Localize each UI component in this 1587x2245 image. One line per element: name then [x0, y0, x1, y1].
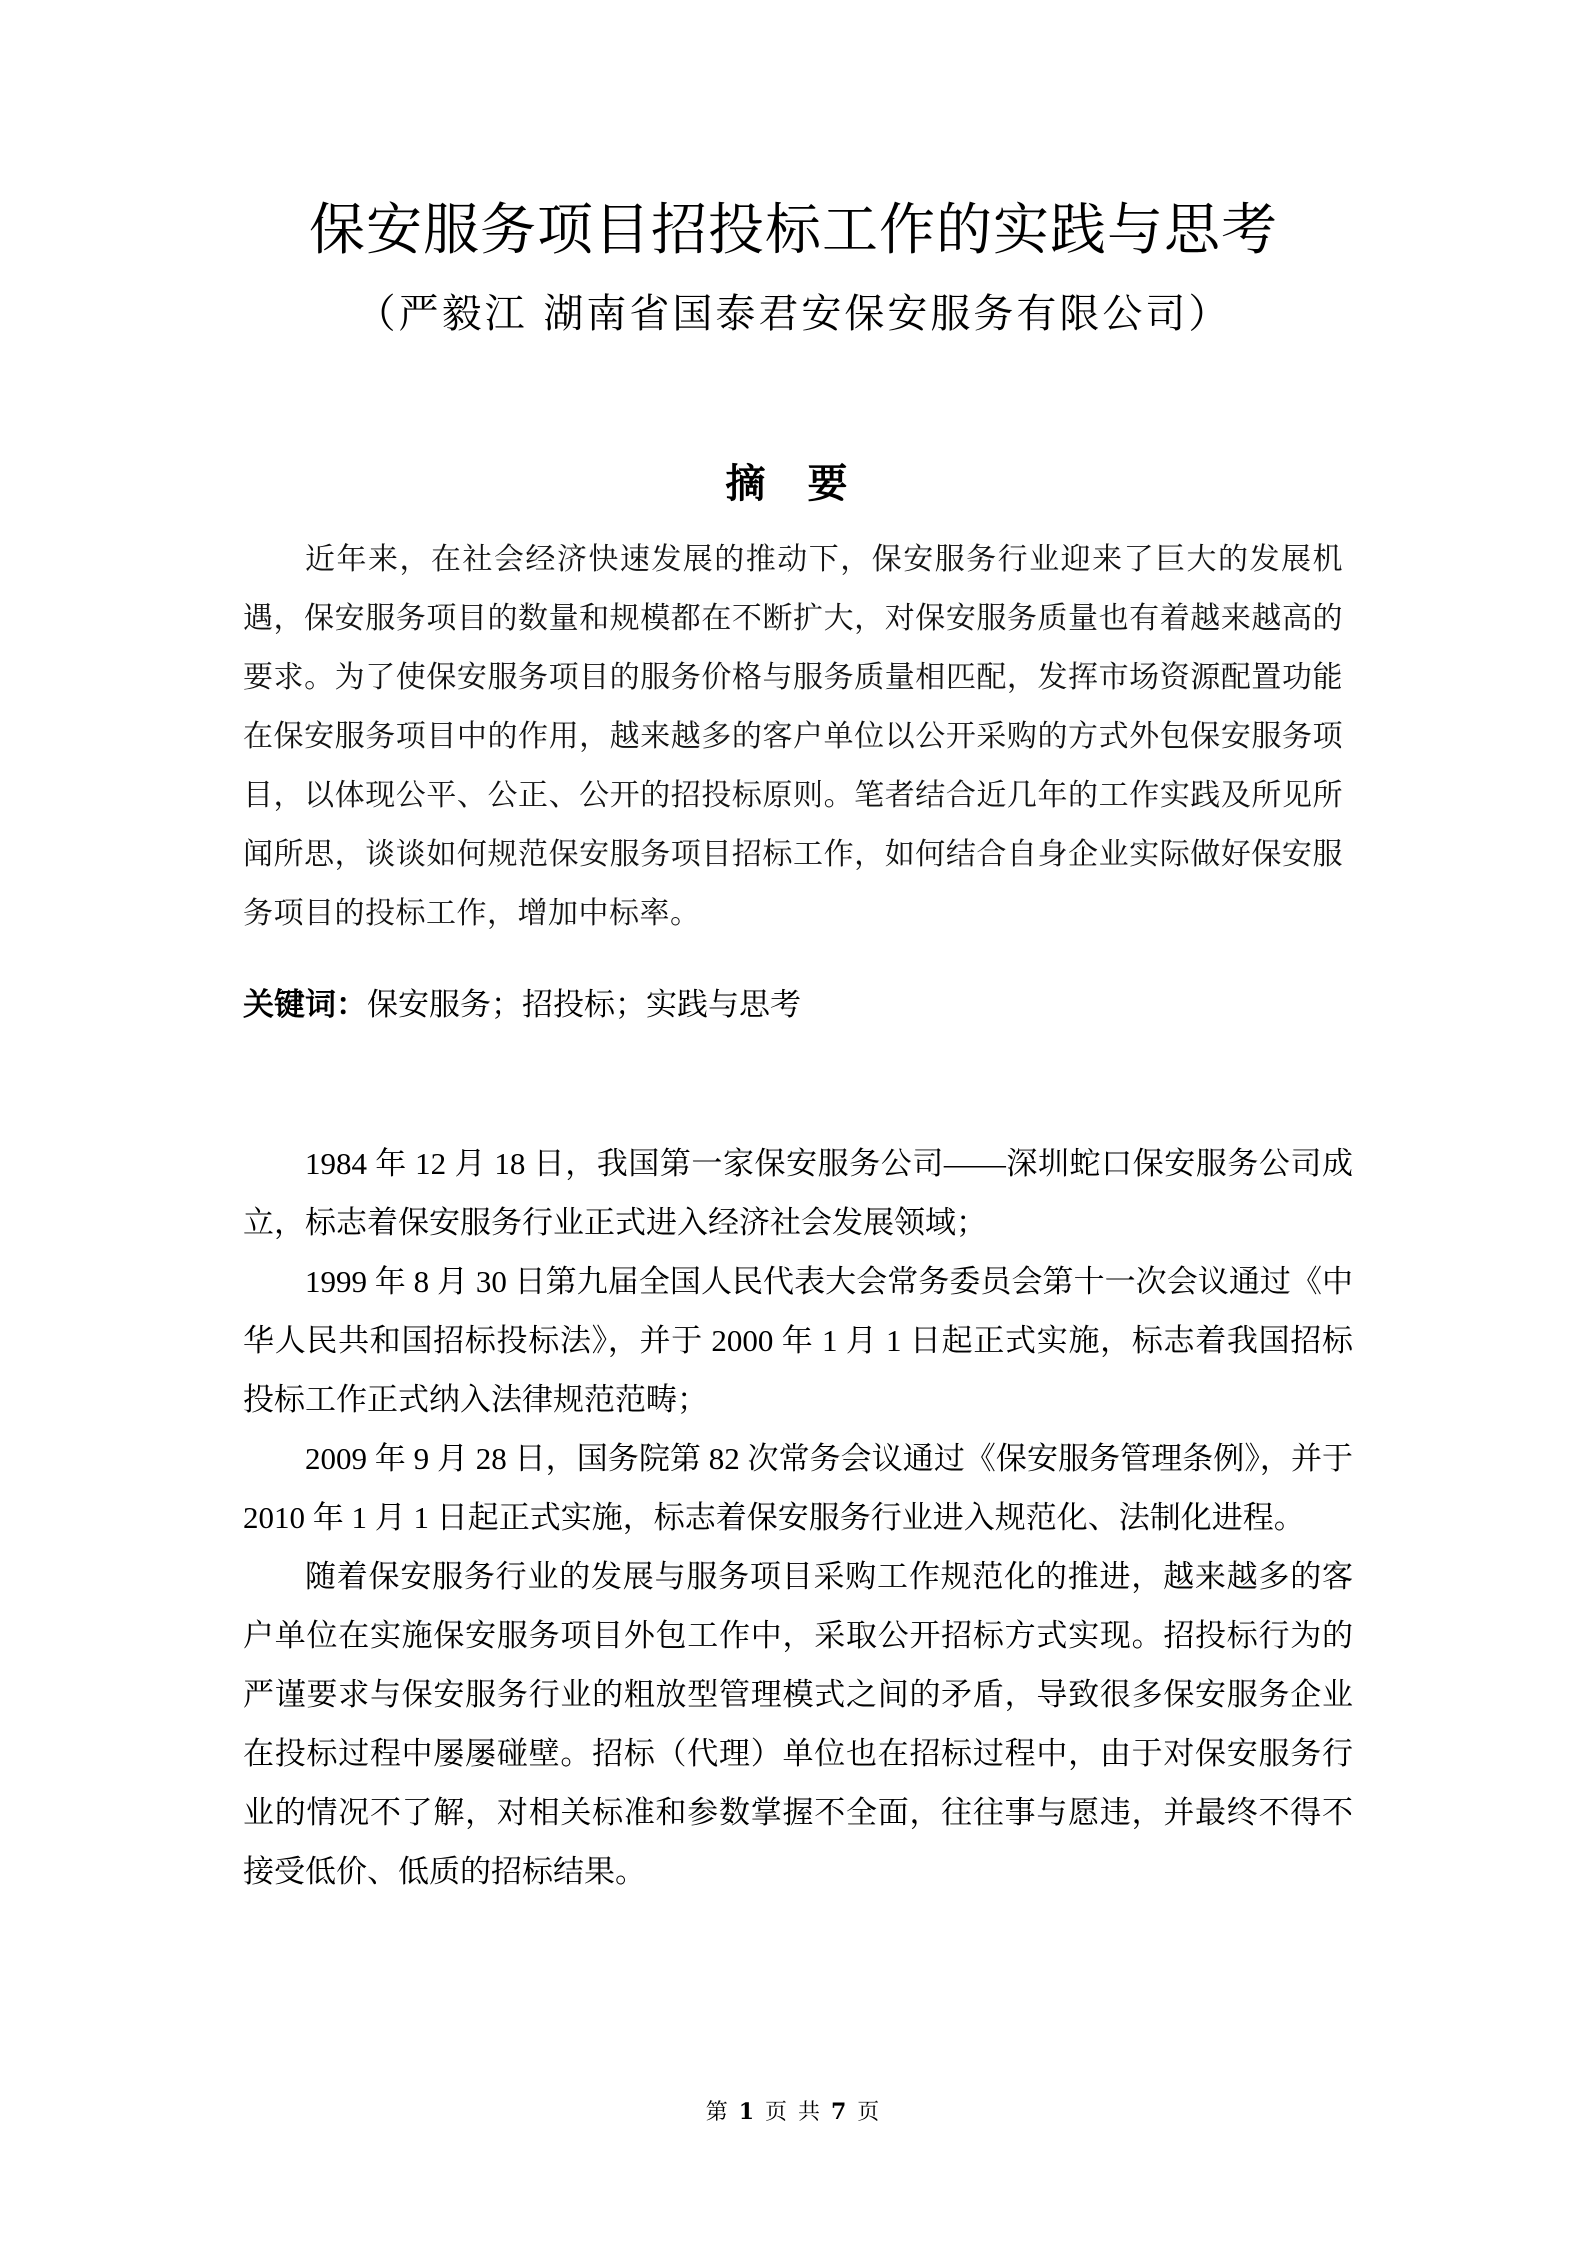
keywords-text: 保安服务；招投标；实践与思考	[367, 987, 801, 1023]
page-footer	[0, 2095, 1587, 2126]
current-page-number: 1	[738, 2099, 756, 2125]
footer-suffix: 页	[848, 2100, 882, 2125]
abstract-heading: 摘 要	[725, 461, 862, 507]
body-text	[243, 1134, 1353, 1901]
body-paragraph: 1984 年 12 月 18 日，我国第一家保安服务公司——深圳蛇口保安服务公司成立，标志着保安服务行业正式进入经济社会发展领域；	[243, 1146, 1353, 1240]
footer-prefix: 第	[705, 2100, 739, 2125]
footer-middle: 页 共	[756, 2100, 831, 2125]
keywords-label: 关键词：	[243, 987, 367, 1023]
total-pages: 7	[830, 2099, 849, 2125]
body-paragraph: 随着保安服务行业的发展与服务项目采购工作规范化的推进，越来越多的客户单位在实施保安服务项目外包工作中，采取公开招标方式实现。招投标行为的严谨要求与保安服务行业的粗放型管理模式之间的矛盾，导致很多保安服务企业在投标过程中屡屡碰壁。招标（代理）单位也在招标过程中，由于对保安服务行业的情况不了解，对相关标准和参数掌握不全面，往往事与愿违，并最终不得不接受低价、低质的招标结果。	[243, 1559, 1353, 1889]
body-paragraph: 1999 年 8 月 30 日第九届全国人民代表大会常务委员会第十一次会议通过《中华人民共和国招标投标法》，并于 2000 年 1 月 1 日起正式实施，标志着我国招标投标工作正式纳入法律规范范畴；	[243, 1264, 1353, 1417]
abstract-text: 近年来，在社会经济快速发展的推动下，保安服务行业迎来了巨大的发展机遇，保安服务项目的数量和规模都在不断扩大，对保安服务质量也有着越来越高的要求。为了使保安服务项目的服务价格与服务质量相匹配，发挥市场资源配置功能在保安服务项目中的作用，越来越多的客户单位以公开采购的方式外包保安服务项目，以体现公平、公正、公开的招投标原则。笔者结合近几年的工作实践及所见所闻所思，谈谈如何规范保安服务项目招标工作，如何结合自身企业实际做好保安服务项目的投标工作，增加中标率。	[243, 542, 1343, 931]
author-affiliation: （严毅江 湖南省国泰君安保安服务有限公司）	[355, 291, 1232, 337]
document-title: 保安服务项目招投标工作的实践与思考	[309, 198, 1278, 263]
keywords-line	[243, 982, 1343, 1028]
body-paragraph: 2009 年 9 月 28 日，国务院第 82 次常务会议通过《保安服务管理条例》，并于 2010 年 1 月 1 日起正式实施，标志着保安服务行业进入规范化、法制化进程。	[243, 1441, 1353, 1535]
